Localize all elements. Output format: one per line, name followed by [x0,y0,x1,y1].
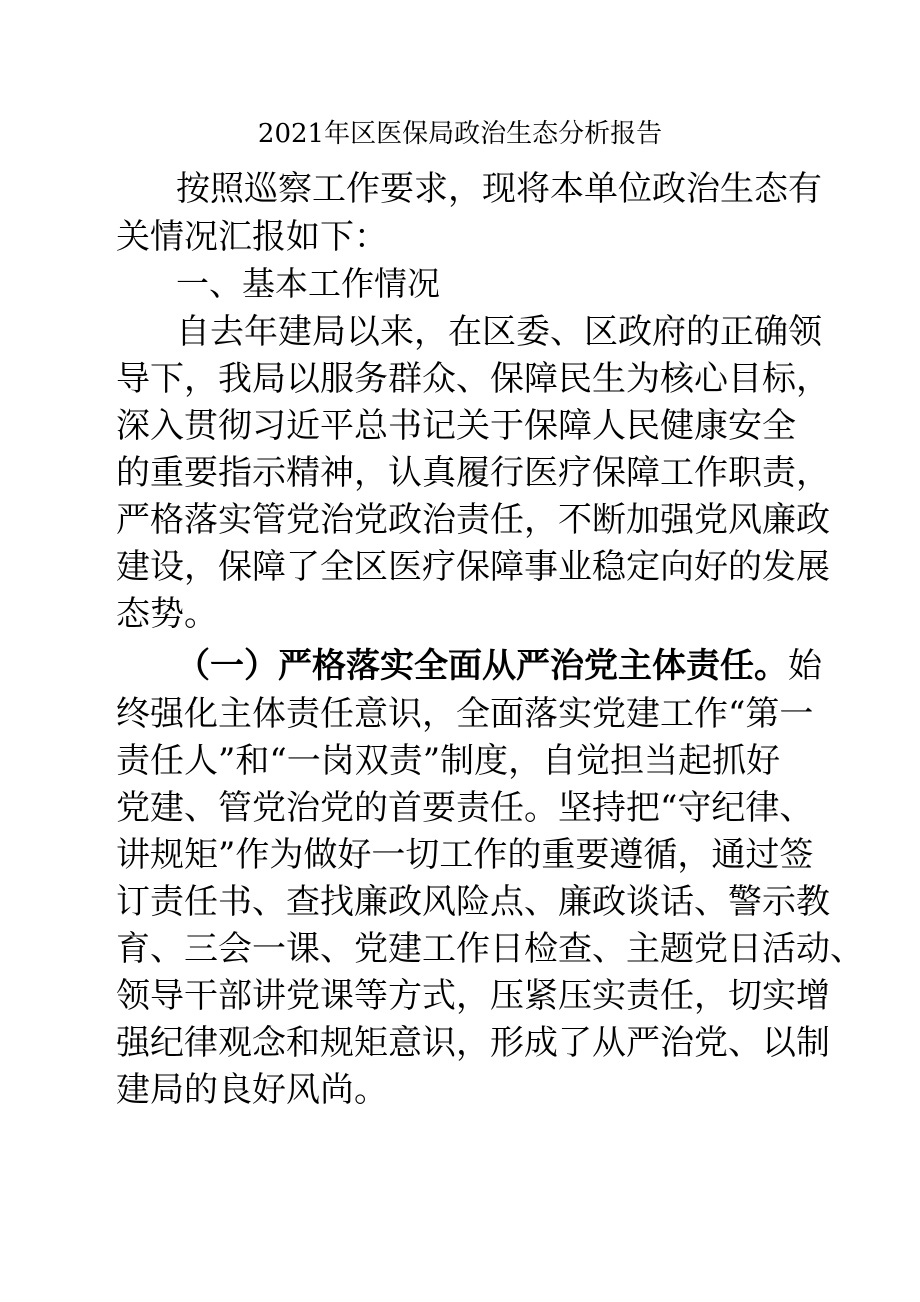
paragraph-line: 建局的良好风尚。 [116,1070,388,1110]
section-heading: 一、基本工作情况 [176,264,440,303]
paragraph-line: 领导干部讲党课等方式，压紧压实责任，切实增 [116,976,830,1016]
paragraph-line: 责任人”和“一岗双责”制度，自觉担当起抓好 [116,741,781,781]
document-title: 2021年区医保局政治生态分析报告 [257,119,663,149]
paragraph-line: 严格落实管党治党政治责任，不断加强党风廉政 [116,500,830,540]
paragraph-line: 讲规矩”作为做好一切工作的重要遵循，通过签 [116,835,814,875]
paragraph-line: 态势。 [116,594,218,634]
intro-line-1: 按照巡察工作要求，现将本单位政治生态有 [176,169,822,209]
paragraph-line: 订责任书、查找廉政风险点、廉政谈话、警示教 [116,882,830,922]
paragraph-line: 党建、管党治党的首要责任。坚持把“守纪律、 [116,788,814,828]
paragraph-line: 自去年建局以来，在区委、区政府的正确领 [176,312,822,352]
paragraph-line: 的重要指示精神，认真履行医疗保障工作职责， [116,453,830,493]
subsection-first-line [176,644,822,688]
paragraph-line: 育、三会一课、党建工作日检查、主题党日活动、 [116,929,864,969]
paragraph-line: 终强化主体责任意识，全面落实党建工作“第一 [116,694,814,734]
intro-line-2: 关情况汇报如下： [116,217,388,257]
subsection-heading: （一）严格落实全面从严治党主体责任。 [176,646,788,686]
paragraph-line: 建设，保障了全区医疗保障事业稳定向好的发展 [116,547,830,587]
subsection-first-line-tail: 始 [788,646,822,686]
paragraph-line: 深入贯彻习近平总书记关于保障人民健康安全 [116,406,796,446]
paragraph-line: 导下，我局以服务群众、保障民生为核心目标， [116,359,830,399]
paragraph-line: 强纪律观念和规矩意识，形成了从严治党、以制 [116,1023,830,1063]
